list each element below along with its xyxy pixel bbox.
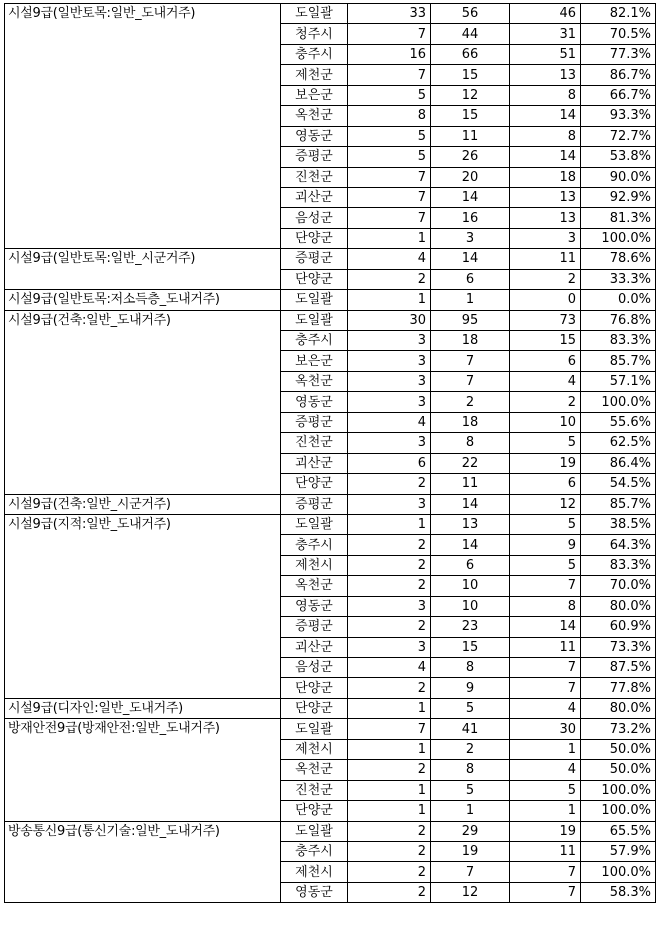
count-a-cell: 30 xyxy=(348,310,431,330)
count-a-cell: 2 xyxy=(348,555,431,575)
region-cell: 증평군 xyxy=(281,412,348,432)
region-cell: 진천군 xyxy=(281,433,348,453)
count-b-cell: 8 xyxy=(431,658,510,678)
category-cell: 시설9급(지적:일반_도내거주) xyxy=(5,514,281,698)
category-cell: 시설9급(건축:일반_도내거주) xyxy=(5,310,281,494)
count-a-cell: 8 xyxy=(348,106,431,126)
count-b-cell: 15 xyxy=(431,106,510,126)
count-b-cell: 11 xyxy=(431,126,510,146)
region-cell: 제천시 xyxy=(281,862,348,882)
count-c-cell: 8 xyxy=(510,596,581,616)
region-cell: 단양군 xyxy=(281,678,348,698)
category-cell: 방송통신9급(통신기술:일반_도내거주) xyxy=(5,821,281,903)
region-cell: 단양군 xyxy=(281,228,348,248)
count-b-cell: 6 xyxy=(431,555,510,575)
region-cell: 도일괄 xyxy=(281,514,348,534)
table-row xyxy=(5,719,656,739)
count-a-cell: 7 xyxy=(348,167,431,187)
rate-cell: 65.5% xyxy=(581,821,656,841)
region-cell: 제천시 xyxy=(281,555,348,575)
count-a-cell: 7 xyxy=(348,24,431,44)
region-cell: 괴산군 xyxy=(281,637,348,657)
rate-cell: 81.3% xyxy=(581,208,656,228)
rate-cell: 38.5% xyxy=(581,514,656,534)
category-cell: 방재안전9급(방재안전:일반_도내거주) xyxy=(5,719,281,821)
count-b-cell: 15 xyxy=(431,637,510,657)
region-cell: 단양군 xyxy=(281,801,348,821)
region-cell: 충주시 xyxy=(281,331,348,351)
region-cell: 음성군 xyxy=(281,208,348,228)
region-cell: 보은군 xyxy=(281,351,348,371)
count-c-cell: 73 xyxy=(510,310,581,330)
table-row xyxy=(5,249,656,269)
rate-cell: 100.0% xyxy=(581,228,656,248)
count-b-cell: 95 xyxy=(431,310,510,330)
count-b-cell: 14 xyxy=(431,535,510,555)
count-a-cell: 7 xyxy=(348,65,431,85)
region-cell: 음성군 xyxy=(281,658,348,678)
region-cell: 도일괄 xyxy=(281,290,348,310)
count-a-cell: 3 xyxy=(348,351,431,371)
count-a-cell: 2 xyxy=(348,862,431,882)
count-b-cell: 66 xyxy=(431,44,510,64)
count-c-cell: 30 xyxy=(510,719,581,739)
count-b-cell: 1 xyxy=(431,801,510,821)
rate-cell: 73.2% xyxy=(581,719,656,739)
rate-cell: 100.0% xyxy=(581,862,656,882)
table-row xyxy=(5,514,656,534)
count-a-cell: 3 xyxy=(348,392,431,412)
count-a-cell: 16 xyxy=(348,44,431,64)
count-a-cell: 2 xyxy=(348,576,431,596)
region-cell: 단양군 xyxy=(281,269,348,289)
region-cell: 제천시 xyxy=(281,739,348,759)
count-c-cell: 10 xyxy=(510,412,581,432)
count-c-cell: 0 xyxy=(510,290,581,310)
region-cell: 괴산군 xyxy=(281,187,348,207)
count-a-cell: 4 xyxy=(348,249,431,269)
rate-cell: 70.5% xyxy=(581,24,656,44)
count-b-cell: 14 xyxy=(431,187,510,207)
count-c-cell: 14 xyxy=(510,147,581,167)
count-b-cell: 11 xyxy=(431,474,510,494)
count-c-cell: 11 xyxy=(510,249,581,269)
rate-cell: 33.3% xyxy=(581,269,656,289)
count-c-cell: 31 xyxy=(510,24,581,44)
rate-cell: 70.0% xyxy=(581,576,656,596)
count-b-cell: 56 xyxy=(431,4,510,24)
rate-cell: 85.7% xyxy=(581,351,656,371)
count-a-cell: 2 xyxy=(348,760,431,780)
rate-cell: 90.0% xyxy=(581,167,656,187)
rate-cell: 50.0% xyxy=(581,739,656,759)
count-b-cell: 19 xyxy=(431,841,510,861)
category-cell: 시설9급(건축:일반_시군거주) xyxy=(5,494,281,514)
count-c-cell: 5 xyxy=(510,780,581,800)
count-b-cell: 12 xyxy=(431,882,510,902)
region-cell: 충주시 xyxy=(281,535,348,555)
count-b-cell: 13 xyxy=(431,514,510,534)
region-cell: 옥천군 xyxy=(281,106,348,126)
region-cell: 제천군 xyxy=(281,65,348,85)
count-a-cell: 4 xyxy=(348,658,431,678)
count-a-cell: 7 xyxy=(348,187,431,207)
count-a-cell: 7 xyxy=(348,719,431,739)
count-a-cell: 33 xyxy=(348,4,431,24)
region-cell: 영동군 xyxy=(281,882,348,902)
rate-cell: 55.6% xyxy=(581,412,656,432)
count-c-cell: 5 xyxy=(510,555,581,575)
count-c-cell: 4 xyxy=(510,698,581,718)
count-a-cell: 2 xyxy=(348,269,431,289)
rate-cell: 83.3% xyxy=(581,331,656,351)
count-a-cell: 2 xyxy=(348,535,431,555)
rate-cell: 100.0% xyxy=(581,392,656,412)
count-c-cell: 2 xyxy=(510,392,581,412)
count-b-cell: 2 xyxy=(431,739,510,759)
rate-cell: 77.8% xyxy=(581,678,656,698)
category-cell: 시설9급(일반토목:저소득층_도내거주) xyxy=(5,290,281,310)
count-b-cell: 22 xyxy=(431,453,510,473)
count-a-cell: 4 xyxy=(348,412,431,432)
count-c-cell: 2 xyxy=(510,269,581,289)
region-cell: 단양군 xyxy=(281,474,348,494)
count-c-cell: 15 xyxy=(510,331,581,351)
rate-cell: 78.6% xyxy=(581,249,656,269)
rate-cell: 66.7% xyxy=(581,85,656,105)
rate-cell: 85.7% xyxy=(581,494,656,514)
rate-cell: 58.3% xyxy=(581,882,656,902)
category-cell: 시설9급(디자인:일반_도내거주) xyxy=(5,698,281,718)
count-c-cell: 13 xyxy=(510,208,581,228)
region-cell: 영동군 xyxy=(281,596,348,616)
count-c-cell: 5 xyxy=(510,433,581,453)
region-cell: 괴산군 xyxy=(281,453,348,473)
count-b-cell: 7 xyxy=(431,371,510,391)
count-c-cell: 7 xyxy=(510,882,581,902)
count-b-cell: 16 xyxy=(431,208,510,228)
region-cell: 옥천군 xyxy=(281,371,348,391)
count-c-cell: 19 xyxy=(510,453,581,473)
count-a-cell: 3 xyxy=(348,596,431,616)
region-cell: 영동군 xyxy=(281,126,348,146)
rate-cell: 87.5% xyxy=(581,658,656,678)
count-b-cell: 44 xyxy=(431,24,510,44)
region-cell: 옥천군 xyxy=(281,760,348,780)
count-c-cell: 6 xyxy=(510,474,581,494)
count-c-cell: 12 xyxy=(510,494,581,514)
count-a-cell: 7 xyxy=(348,208,431,228)
count-a-cell: 1 xyxy=(348,739,431,759)
count-c-cell: 46 xyxy=(510,4,581,24)
category-cell: 시설9급(일반토목:일반_시군거주) xyxy=(5,249,281,290)
count-c-cell: 1 xyxy=(510,801,581,821)
table-row xyxy=(5,290,656,310)
count-b-cell: 26 xyxy=(431,147,510,167)
count-b-cell: 6 xyxy=(431,269,510,289)
count-a-cell: 1 xyxy=(348,228,431,248)
category-cell: 시설9급(일반토목:일반_도내거주) xyxy=(5,4,281,249)
region-cell: 도일괄 xyxy=(281,4,348,24)
rate-cell: 82.1% xyxy=(581,4,656,24)
count-c-cell: 8 xyxy=(510,126,581,146)
count-a-cell: 3 xyxy=(348,494,431,514)
count-c-cell: 7 xyxy=(510,576,581,596)
count-c-cell: 3 xyxy=(510,228,581,248)
rate-cell: 54.5% xyxy=(581,474,656,494)
count-b-cell: 18 xyxy=(431,412,510,432)
count-b-cell: 20 xyxy=(431,167,510,187)
count-c-cell: 51 xyxy=(510,44,581,64)
rate-cell: 92.9% xyxy=(581,187,656,207)
count-a-cell: 2 xyxy=(348,841,431,861)
count-c-cell: 8 xyxy=(510,85,581,105)
count-c-cell: 4 xyxy=(510,760,581,780)
rate-cell: 80.0% xyxy=(581,698,656,718)
rate-cell: 53.8% xyxy=(581,147,656,167)
recruitment-stats-table xyxy=(4,3,656,903)
count-c-cell: 5 xyxy=(510,514,581,534)
count-c-cell: 13 xyxy=(510,187,581,207)
region-cell: 청주시 xyxy=(281,24,348,44)
count-a-cell: 1 xyxy=(348,514,431,534)
count-c-cell: 7 xyxy=(510,862,581,882)
rate-cell: 50.0% xyxy=(581,760,656,780)
count-a-cell: 1 xyxy=(348,698,431,718)
count-c-cell: 7 xyxy=(510,658,581,678)
rate-cell: 0.0% xyxy=(581,290,656,310)
count-a-cell: 2 xyxy=(348,882,431,902)
region-cell: 진천군 xyxy=(281,780,348,800)
region-cell: 보은군 xyxy=(281,85,348,105)
count-b-cell: 3 xyxy=(431,228,510,248)
count-b-cell: 7 xyxy=(431,862,510,882)
count-b-cell: 7 xyxy=(431,351,510,371)
region-cell: 도일괄 xyxy=(281,310,348,330)
region-cell: 충주시 xyxy=(281,44,348,64)
rate-cell: 100.0% xyxy=(581,801,656,821)
count-c-cell: 11 xyxy=(510,637,581,657)
count-a-cell: 5 xyxy=(348,85,431,105)
count-b-cell: 18 xyxy=(431,331,510,351)
count-a-cell: 1 xyxy=(348,290,431,310)
count-c-cell: 19 xyxy=(510,821,581,841)
table-row xyxy=(5,698,656,718)
rate-cell: 83.3% xyxy=(581,555,656,575)
count-a-cell: 1 xyxy=(348,780,431,800)
count-b-cell: 14 xyxy=(431,249,510,269)
rate-cell: 80.0% xyxy=(581,596,656,616)
rate-cell: 100.0% xyxy=(581,780,656,800)
table-row xyxy=(5,310,656,330)
rate-cell: 72.7% xyxy=(581,126,656,146)
region-cell: 증평군 xyxy=(281,249,348,269)
count-c-cell: 14 xyxy=(510,106,581,126)
count-a-cell: 2 xyxy=(348,474,431,494)
count-a-cell: 3 xyxy=(348,433,431,453)
count-b-cell: 8 xyxy=(431,760,510,780)
rate-cell: 57.1% xyxy=(581,371,656,391)
count-b-cell: 14 xyxy=(431,494,510,514)
region-cell: 옥천군 xyxy=(281,576,348,596)
count-b-cell: 9 xyxy=(431,678,510,698)
region-cell: 증평군 xyxy=(281,147,348,167)
count-a-cell: 5 xyxy=(348,147,431,167)
count-a-cell: 5 xyxy=(348,126,431,146)
rate-cell: 64.3% xyxy=(581,535,656,555)
count-a-cell: 3 xyxy=(348,637,431,657)
rate-cell: 86.4% xyxy=(581,453,656,473)
rate-cell: 62.5% xyxy=(581,433,656,453)
count-c-cell: 18 xyxy=(510,167,581,187)
rate-cell: 73.3% xyxy=(581,637,656,657)
region-cell: 도일괄 xyxy=(281,821,348,841)
count-b-cell: 29 xyxy=(431,821,510,841)
count-c-cell: 13 xyxy=(510,65,581,85)
rate-cell: 60.9% xyxy=(581,617,656,637)
count-b-cell: 2 xyxy=(431,392,510,412)
count-b-cell: 15 xyxy=(431,65,510,85)
table-row xyxy=(5,4,656,24)
region-cell: 증평군 xyxy=(281,617,348,637)
count-a-cell: 3 xyxy=(348,331,431,351)
rate-cell: 93.3% xyxy=(581,106,656,126)
region-cell: 증평군 xyxy=(281,494,348,514)
count-c-cell: 4 xyxy=(510,371,581,391)
region-cell: 충주시 xyxy=(281,841,348,861)
count-c-cell: 1 xyxy=(510,739,581,759)
table-body xyxy=(5,4,656,903)
count-b-cell: 12 xyxy=(431,85,510,105)
count-a-cell: 2 xyxy=(348,617,431,637)
count-a-cell: 3 xyxy=(348,371,431,391)
rate-cell: 77.3% xyxy=(581,44,656,64)
rate-cell: 57.9% xyxy=(581,841,656,861)
count-b-cell: 10 xyxy=(431,576,510,596)
count-c-cell: 14 xyxy=(510,617,581,637)
count-c-cell: 11 xyxy=(510,841,581,861)
table-row xyxy=(5,494,656,514)
region-cell: 도일괄 xyxy=(281,719,348,739)
table-row xyxy=(5,821,656,841)
count-c-cell: 9 xyxy=(510,535,581,555)
count-c-cell: 6 xyxy=(510,351,581,371)
count-a-cell: 2 xyxy=(348,678,431,698)
count-b-cell: 5 xyxy=(431,698,510,718)
rate-cell: 86.7% xyxy=(581,65,656,85)
rate-cell: 76.8% xyxy=(581,310,656,330)
region-cell: 진천군 xyxy=(281,167,348,187)
count-a-cell: 2 xyxy=(348,821,431,841)
count-a-cell: 1 xyxy=(348,801,431,821)
count-a-cell: 6 xyxy=(348,453,431,473)
count-b-cell: 41 xyxy=(431,719,510,739)
count-b-cell: 23 xyxy=(431,617,510,637)
count-b-cell: 8 xyxy=(431,433,510,453)
region-cell: 단양군 xyxy=(281,698,348,718)
count-b-cell: 5 xyxy=(431,780,510,800)
region-cell: 영동군 xyxy=(281,392,348,412)
count-b-cell: 1 xyxy=(431,290,510,310)
count-b-cell: 10 xyxy=(431,596,510,616)
count-c-cell: 7 xyxy=(510,678,581,698)
